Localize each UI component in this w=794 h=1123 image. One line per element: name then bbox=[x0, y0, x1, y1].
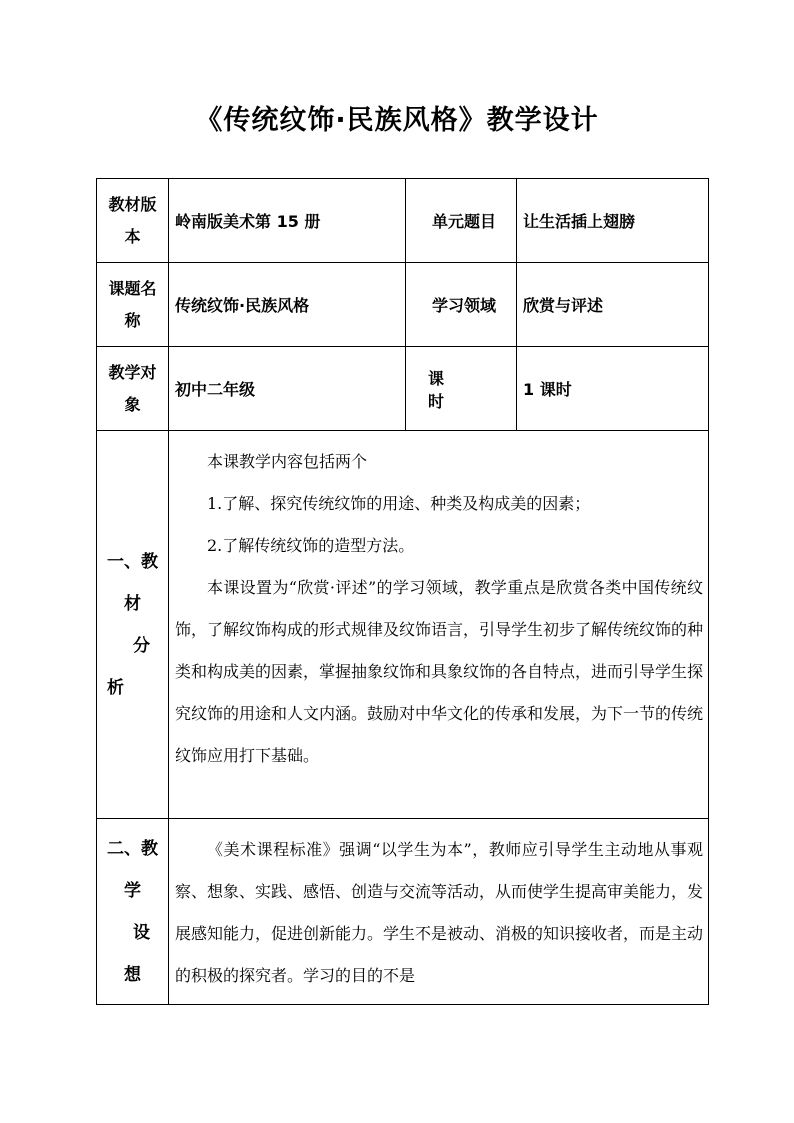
section2-content bbox=[169, 819, 709, 1005]
value-learning-area: 欣赏与评述 bbox=[517, 263, 709, 347]
section1-label: 一、教 材 分 析 bbox=[97, 431, 169, 819]
label-class-hours: 课时 bbox=[406, 347, 517, 431]
label-lesson-topic: 课题名 称 bbox=[97, 263, 169, 347]
section1-paragraph: 本课教学内容包括两个 bbox=[207, 452, 368, 471]
section2-paragraph: 《美术课程标准》强调“以学生为本”，教师应引导学生主动地从事观察、想象、实践、感悟、创造与交流等活动，从而使学生提高审美能力，发展感知能力，促进创新能力。学生不是被动、消极的知识接收者，而是主动的积极的探究者。学习的目的不是 bbox=[175, 840, 704, 985]
lesson-plan-table bbox=[96, 178, 709, 1005]
document-title: 《传统纹饰·民族风格》教学设计 bbox=[195, 105, 599, 136]
section1-paragraph: 1.了解、探究传统纹饰的用途、种类及构成美的因素； bbox=[207, 494, 591, 513]
value-textbook-edition: 岭南版美术第 15 册 bbox=[169, 179, 406, 263]
label-unit-title: 单元题目 bbox=[406, 179, 517, 263]
section1-content bbox=[169, 431, 709, 819]
label-learning-area: 学习领域 bbox=[406, 263, 517, 347]
value-class-hours: 1 课时 bbox=[517, 347, 709, 431]
value-unit-title: 让生活插上翅膀 bbox=[517, 179, 709, 263]
label-textbook-edition: 教材版 本 bbox=[97, 179, 169, 263]
section2-label: 二、教 学 设 想 bbox=[97, 819, 169, 1005]
value-teaching-target: 初中二年级 bbox=[169, 347, 406, 431]
info-row-topic bbox=[97, 263, 709, 347]
section-teaching-concept bbox=[97, 819, 709, 1005]
section1-paragraph: 2.了解传统纹饰的造型方法。 bbox=[207, 536, 415, 555]
info-row-audience bbox=[97, 347, 709, 431]
info-row-edition bbox=[97, 179, 709, 263]
section1-paragraph: 本课设置为“欣赏·评述”的学习领域，教学重点是欣赏各类中国传统纹饰，了解纹饰构成的形式规律及纹饰语言，引导学生初步了解传统纹饰的种类和构成美的因素，掌握抽象纹饰和具象纹饰的各自特点，进而引导学生探究纹饰的用途和人文内涵。鼓励对中华文化的传承和发展，为下一节的传统纹饰应用打下基础。 bbox=[175, 578, 704, 765]
value-lesson-topic: 传统纹饰·民族风格 bbox=[169, 263, 406, 347]
section-textbook-analysis bbox=[97, 431, 709, 819]
label-teaching-target: 教学对 象 bbox=[97, 347, 169, 431]
